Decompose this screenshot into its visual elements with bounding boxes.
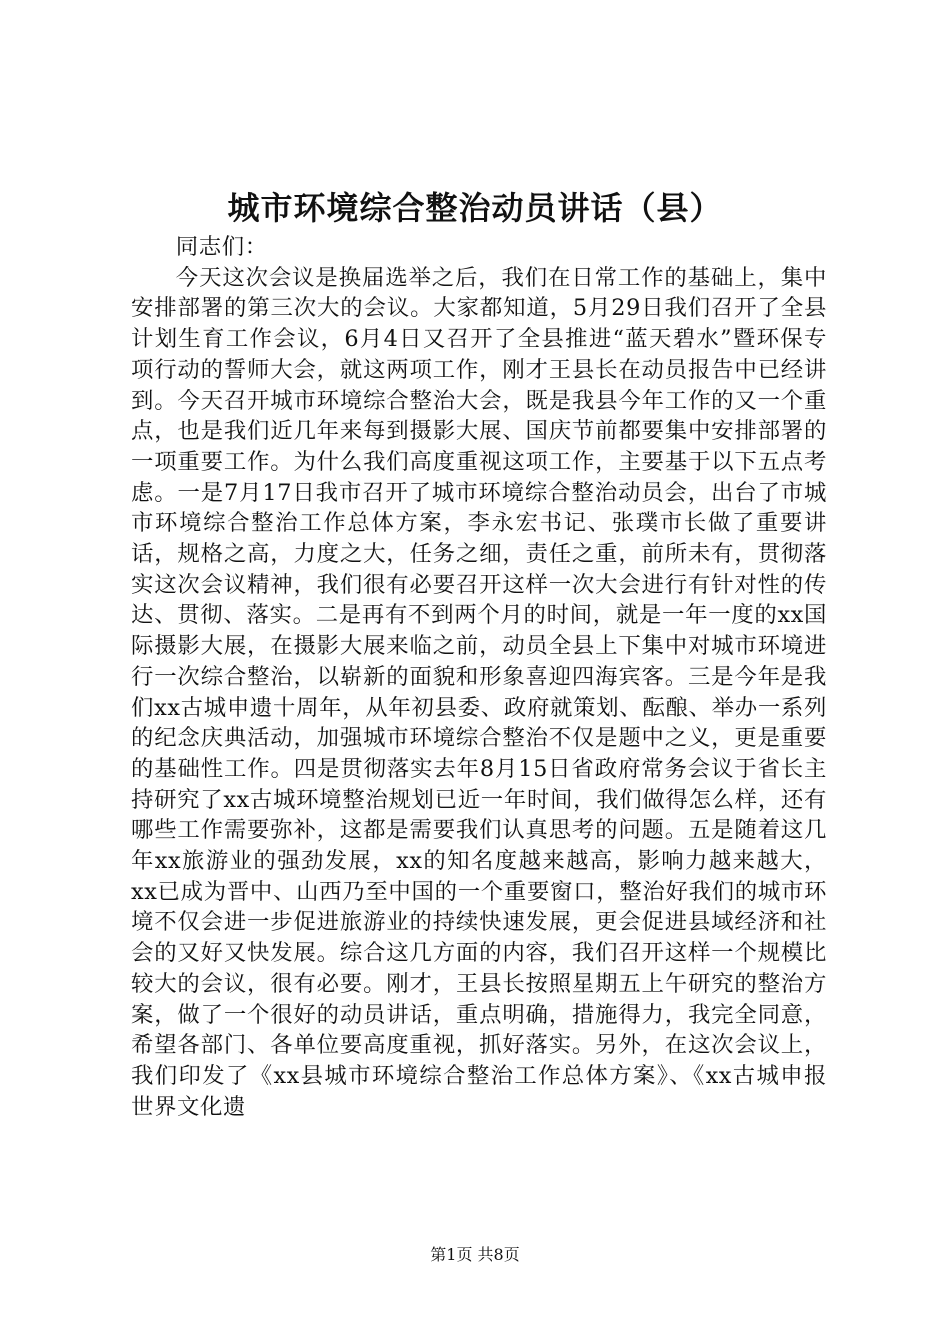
- document-title: 城市环境综合整治动员讲话（县）: [227, 189, 723, 227]
- document-body: [131, 232, 827, 1122]
- page-footer: 第1页 共8页: [430, 1245, 520, 1264]
- body-paragraph: 今天这次会议是换届选举之后，我们在日常工作的基础上，集中安排部署的第三次大的会议。大家都知道，5月29日我们召开了全县计划生育工作会议，6月4日又召开了全县推进“蓝天碧水”暨环保专项行动的誓师大会，就这两项工作，刚才王县长在动员报告中已经讲到。今天召开城市环境综合整治大会，既是我县今年工作的又一个重点，也是我们近几年来每到摄影大展、国庆节前都要集中安排部署的一项重要工作。为什么我们高度重视这项工作，主要基于以下五点考虑。一是7月17日我市召开了城市环境综合整治动员会，出台了市城市环境综合整治工作总体方案，李永宏书记、张璞市长做了重要讲话，规格之高，力度之大，任务之细，责任之重，前所未有，贯彻落实这次会议精神，我们很有必要召开这样一次大会进行有针对性的传达、贯彻、落实。二是再有不到两个月的时间，就是一年一度的xx国际摄影大展，在摄影大展来临之前，动员全县上下集中对城市环境进行一次综合整治，以崭新的面貌和形象喜迎四海宾客。三是今年是我们xx古城申遗十周年，从年初县委、政府就策划、酝酿、举办一系列的纪念庆典活动，加强城市环境综合整治不仅是题中之义，更是重要的基础性工作。四是贯彻落实去年8月15日省政府常务会议于省长主持研究了xx古城环境整治规划已近一年时间，我们做得怎么样，还有哪些工作需要弥补，这都是需要我们认真思考的问题。五是随着这几年xx旅游业的强劲发展，xx的知名度越来越高，影响力越来越大，xx已成为晋中、山西乃至中国的一个重要窗口，整治好我们的城市环境不仅会进一步促进旅游业的持续快速发展，更会促进县域经济和社会的又好又快发展。综合这几方面的内容，我们召开这样一个规模比较大的会议，很有必要。刚才，王县长按照星期五上午研究的整治方案，做了一个很好的动员讲话，重点明确，措施得力，我完全同意，希望各部门、各单位要高度重视，抓好落实。另外，在这次会议上，我们印发了《xx县城市环境综合整治工作总体方案》、《xx古城申报世界文化遗: [131, 264, 827, 1120]
- salutation: 同志们：: [175, 234, 268, 260]
